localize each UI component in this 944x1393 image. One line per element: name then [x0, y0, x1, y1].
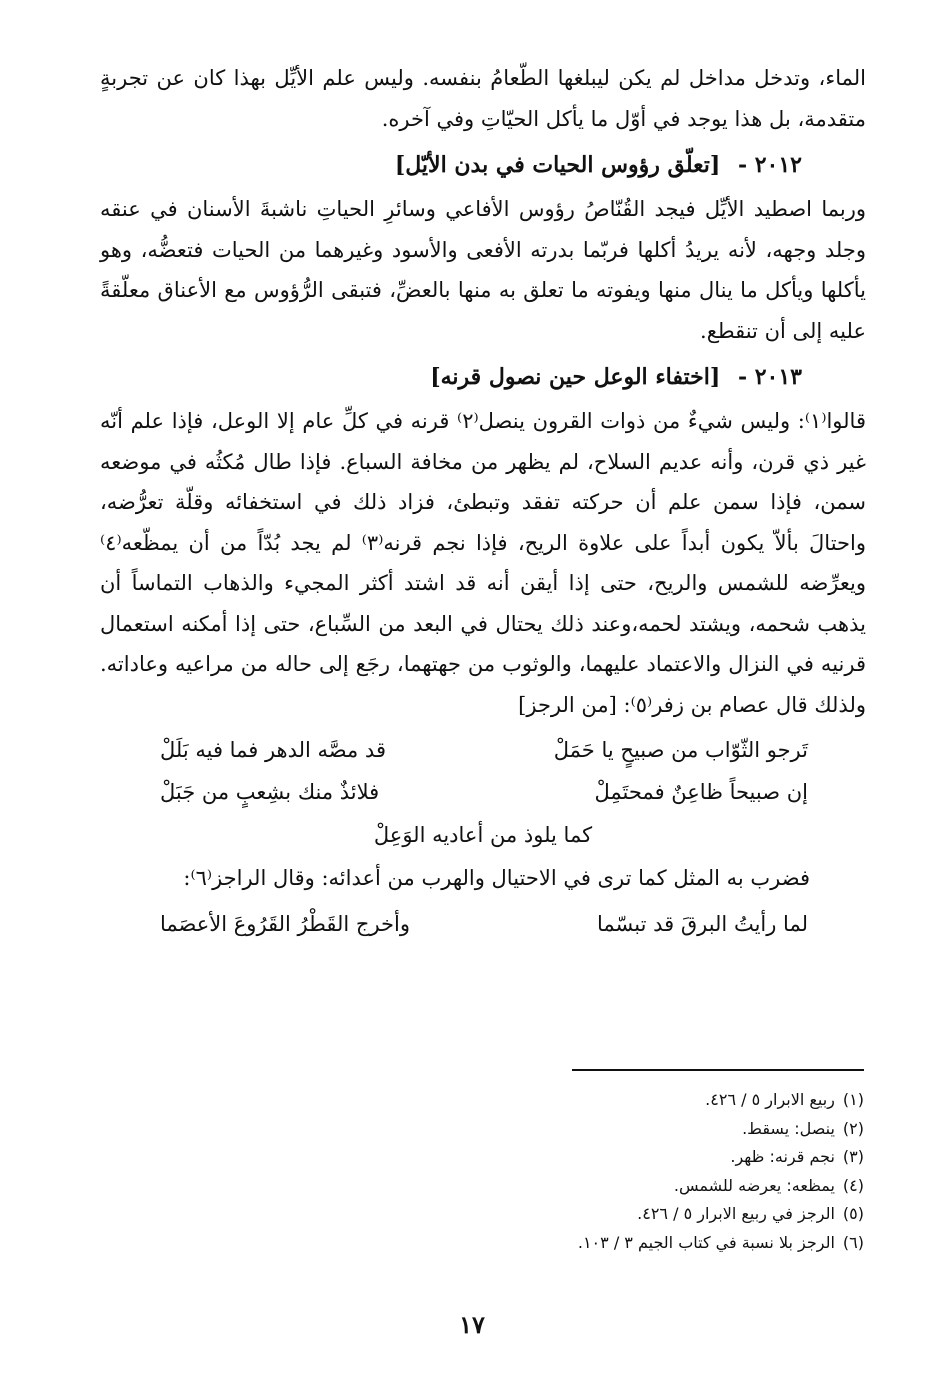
- footnote-text: الرجز بلا نسبة في كتاب الجيم ٣ / ١٠٣.: [577, 1232, 835, 1252]
- section-paragraph-2012: وربما اصطيد الأيِّل فيجد القُنّاصُ رؤوس الأفاعي وسائرِ الحياتِ ناشبةَ الأسنان في عنقه وجلد وجهه، لأنه يريدُ أكلها فربّما بدرته الأفعى والأسود وغيرهما من الحيات فتعضُّه، وهو يأكلها ويأكل ما ينال منها ويفوته ما تعلق به منها بالعضِّ، فتبقى الرُّؤوس مع الأعناق معلّقةً عليه إلى أن تنقطع.: [100, 197, 866, 343]
- section-title: [اختفاء الوعل حين نصول قرنه]: [430, 364, 721, 390]
- footnote-item: [444, 1086, 864, 1115]
- section-heading-2013: [100, 355, 866, 399]
- poem-verse: [100, 771, 866, 813]
- footnotes: [444, 1086, 864, 1257]
- poem-hemistich-first: تَرجو الثّوّاب من صبيحٍ يا حَمَلْ: [553, 738, 808, 762]
- section-paragraph-2013: قالوا⁽١⁾: وليس شيءٌ من ذوات القرون ينصل⁽٢⁾ قرنه في كلِّ عام إلا الوعل، فإذا علم أنّه غير ذي قرن، وأنه عديم السلاح، لم يظهر من مخافة السباع. فإذا طال مُكثُه في موضعه سمن، فإذا سمن علم أن حركته تفقد وتبطئ، فزاد ذلك في استخفائه وقلّة تعرُّضه، واحتالَ بألاّ يكون أبداً على علاوة الريح، فإذا نجم قرنه⁽٣⁾ لم يجد بُدّاً من أن يمظّعه⁽٤⁾ ويعرِّضه للشمس والريح، حتى إذا أيقن أنه قد اشتد أكثر المجيء والذهاب التماساً أن يذهب شحمه، ويشتد لحمه،وعند ذلك يحتال في البعد من السِّباع، حتى إذا أمكنه استعمال قرنيه في النزال والاعتماد عليهما، والوثوب من جهتهما، رجَع إلى حاله من مراعيه وعاداته. ولذلك قال عصام بن زفر⁽٥⁾: [من الرجز]: [100, 409, 867, 717]
- footnote-text: ربيع الابرار ٥ / ٤٢٦.: [705, 1090, 835, 1109]
- footnote-text: ينصل: يسقط.: [742, 1118, 835, 1138]
- poem-intro-paragraph: فضرب به المثل كما ترى في الاحتيال والهرب من أعدائه: وقال الراجز⁽٦⁾:: [183, 866, 810, 890]
- footnote-number: (٢): [842, 1118, 864, 1138]
- poem-block-2: [100, 903, 866, 945]
- page-number: ١٧: [459, 1310, 485, 1339]
- footnote-number: (١): [842, 1090, 864, 1109]
- poem-verse-centered: كما يلوذ من أعاديه الوَعِلْ: [373, 823, 593, 847]
- footnote-text: نجم قرنه: ظهر.: [730, 1147, 835, 1166]
- poem-verse: [100, 903, 866, 945]
- section-number: ٢٠١٢ -: [737, 152, 802, 178]
- poem-hemistich-second: وأخرج القَطْرُ القَرُوعَ الأعصَما: [160, 912, 411, 936]
- intro-paragraph: الماء، وتدخل مداخل لم يكن ليبلغها الطّعامُ بنفسه. وليس علم الأيِّل بهذا كان عن تجربةٍ متقدمة، بل هذا يوجد في أوّل ما يأكل الحيّاتِ وفي آخره.: [100, 66, 866, 131]
- footnote-number: (٦): [842, 1232, 864, 1252]
- poem-hemistich-first: إن صبيحاً ظاعِنٌ فمحتَمِلْ: [594, 780, 808, 804]
- poem-verse: [100, 729, 866, 771]
- footnote-number: (٣): [842, 1147, 864, 1166]
- section-number: ٢٠١٣ -: [737, 364, 802, 390]
- footnote-item: [444, 1115, 864, 1144]
- footnote-item: [444, 1172, 864, 1201]
- footnote-text: يمظعه: يعرضه للشمس.: [673, 1175, 835, 1195]
- footnote-text: الرجز في ربيع الابرار ٥ / ٤٢٦.: [637, 1204, 835, 1223]
- footnote-item: [444, 1229, 864, 1258]
- footnote-item: [444, 1143, 864, 1172]
- poem-hemistich-second: فلائذٌ منك بشِعبٍ من جَبَلْ: [160, 780, 380, 804]
- poem-block-1: [100, 729, 866, 857]
- footnote-number: (٥): [842, 1204, 864, 1223]
- page-body: [100, 58, 866, 945]
- poem-hemistich-first: لما رأيتُ البرقَ قد تبسّما: [596, 912, 808, 936]
- footnote-item: [444, 1200, 864, 1229]
- footnote-divider: [572, 1069, 864, 1071]
- footnote-number: (٤): [842, 1175, 864, 1195]
- poem-hemistich-second: قد مصَّه الدهر فما فيه بَلَلْ: [160, 738, 386, 762]
- section-heading-2012: [100, 143, 866, 187]
- section-title: [تعلّق رؤوس الحيات في بدن الأيّل]: [394, 152, 721, 178]
